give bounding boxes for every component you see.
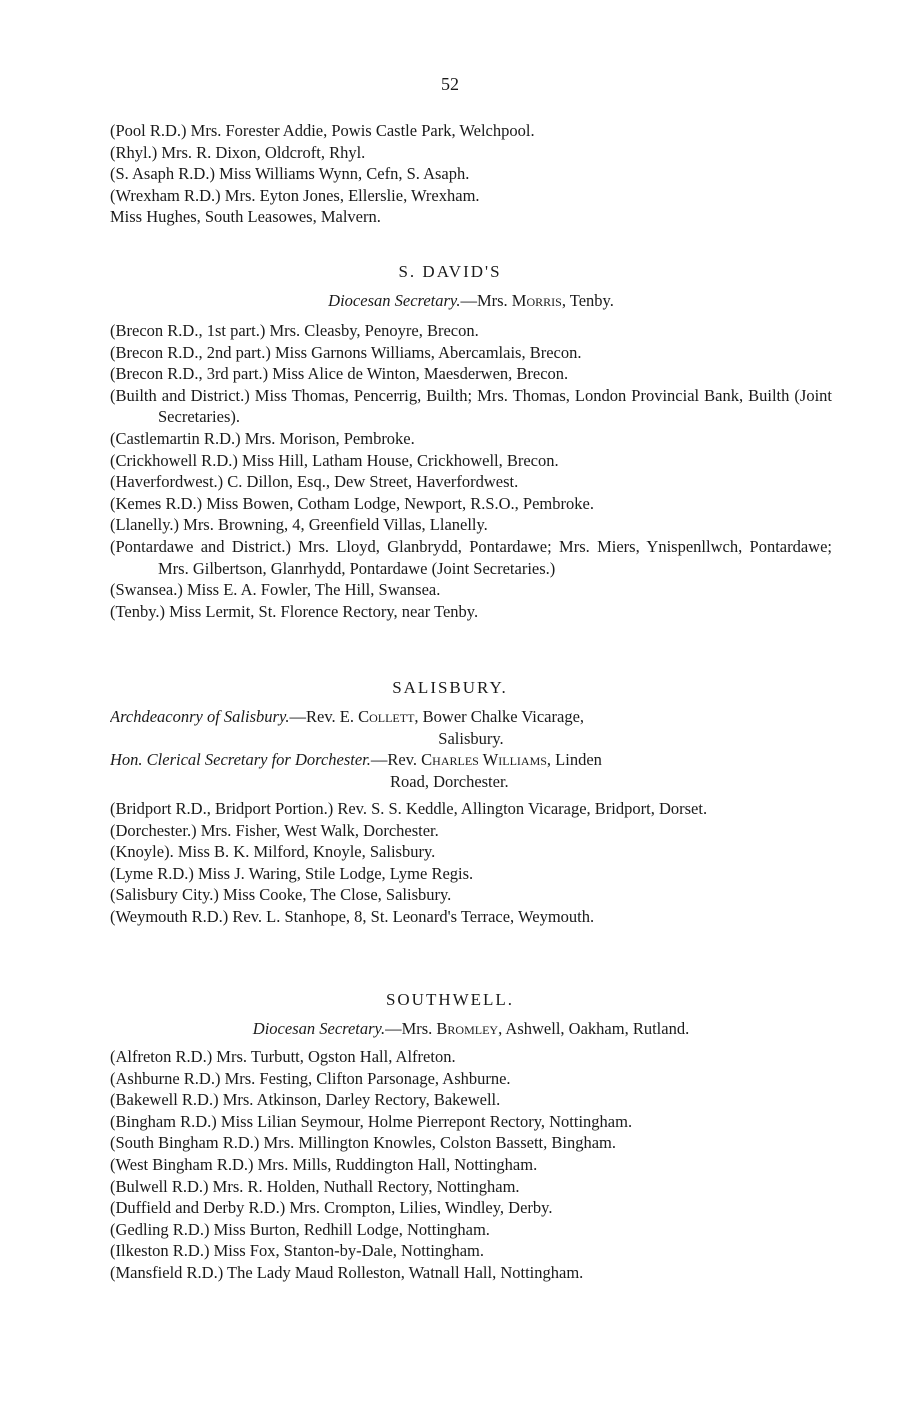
list-item: (Weymouth R.D.) Rev. L. Stanhope, 8, St. Leonard's Terrace, Weymouth. (110, 906, 595, 926)
archdeaconry-rest-2: , Bower Chalke Vicarage, (414, 707, 585, 726)
list-item: (Castlemartin R.D.) Mrs. Morison, Pembroke. (110, 428, 415, 448)
secretary-name: Bromley (436, 1019, 499, 1038)
list-item: (Bakewell R.D.) Mrs. Atkinson, Darley Rectory, Bakewell. (110, 1090, 501, 1110)
secretary-place: , Ashwell, Oakham, Rutland. (498, 1019, 690, 1038)
hon-secretary-line-2: Road, Dorchester. (390, 771, 509, 791)
list-item: (Llanelly.) Mrs. Browning, 4, Greenfield Villas, Llanelly. (110, 515, 488, 535)
list-item: Miss Hughes, South Leasowes, Malvern. (110, 207, 381, 227)
list-item: (S. Asaph R.D.) Miss Williams Wynn, Cefn, S. Asaph. (110, 164, 470, 184)
list-item: (South Bingham R.D.) Mrs. Millington Knowles, Colston Bassett, Bingham. (110, 1133, 617, 1153)
list-item: (Tenby.) Miss Lermit, St. Florence Rectory, near Tenby. (110, 601, 479, 621)
secretary-label: Diocesan Secretary. (252, 1019, 386, 1038)
archdeaconry-line (110, 706, 832, 728)
list-item: (Gedling R.D.) Miss Burton, Redhill Lodge, Nottingham. (110, 1219, 490, 1239)
list-item: (Haverfordwest.) C. Dillon, Esq., Dew Street, Haverfordwest. (110, 472, 519, 492)
secretary-place: , Tenby. (561, 291, 614, 310)
secretary-rest: —Mrs. (460, 291, 512, 310)
list-item: (Wrexham R.D.) Mrs. Eyton Jones, Ellerslie, Wrexham. (110, 185, 480, 205)
list-item: (Bingham R.D.) Miss Lilian Seymour, Holme Pierrepont Rectory, Nottingham. (110, 1111, 633, 1131)
list-item: (Swansea.) Miss E. A. Fowler, The Hill, Swansea. (110, 580, 441, 600)
list-item: (Knoyle). Miss B. K. Milford, Knoyle, Salisbury. (110, 842, 436, 862)
archdeaconry-line-2: Salisbury. (438, 728, 504, 748)
list-item: (Kemes R.D.) Miss Bowen, Cotham Lodge, Newport, R.S.O., Pembroke. (110, 493, 594, 513)
secretary-rest: —Mrs. (385, 1019, 437, 1038)
secretary-label: Diocesan Secretary. (328, 291, 461, 310)
list-item: (Salisbury City.) Miss Cooke, The Close, Salisbury. (110, 885, 452, 905)
list-item: (Brecon R.D., 3rd part.) Miss Alice de Winton, Maesderwen, Brecon. (110, 364, 569, 384)
section-heading-salisbury: SALISBURY. (392, 678, 508, 697)
hon-secretary-rest-2: , Linden (546, 750, 602, 770)
list-item: (Bridport R.D., Bridport Portion.) Rev. S. S. Keddle, Allington Vicarage, Bridport, Dorset. (110, 799, 708, 818)
list-item: (Duffield and Derby R.D.) Mrs. Crompton, Lilies, Windley, Derby. (110, 1198, 553, 1218)
list-item: (Rhyl.) Mrs. R. Dixon, Oldcroft, Rhyl. (110, 142, 366, 162)
list-item: (Alfreton R.D.) Mrs. Turbutt, Ogston Hall, Alfreton. (110, 1047, 456, 1066)
hon-secretary-name: Charles Williams (421, 750, 547, 770)
salisbury-secretaries (110, 706, 832, 792)
list-item: (Bulwell R.D.) Mrs. R. Holden, Nuthall Rectory, Nottingham. (110, 1176, 520, 1196)
southwell-secretary (110, 1018, 832, 1040)
secretary-name: Morris (511, 291, 562, 310)
list-item: (Pontardawe and District.) Mrs. Lloyd, Glanbrydd, Pontardawe; Mrs. Miers, Ynispenllwch, Pontardawe; Mrs. Gilbertson, Glanrhydd, Pontardawe (Joint Secretaries.) (110, 536, 832, 578)
archdeaconry-label: Archdeaconry of Salisbury. (110, 707, 290, 726)
top-entries (110, 120, 832, 228)
list-item: (Builth and District.) Miss Thomas, Pencerrig, Builth; Mrs. Thomas, London Provincial Bank, Builth (Joint Secretaries). (110, 385, 832, 427)
list-item: (Brecon R.D., 1st part.) Mrs. Cleasby, Penoyre, Brecon. (110, 321, 479, 340)
list-item: (Ashburne R.D.) Mrs. Festing, Clifton Parsonage, Ashburne. (110, 1068, 511, 1088)
list-item: (Dorchester.) Mrs. Fisher, West Walk, Dorchester. (110, 820, 439, 840)
section-heading-southwell: SOUTHWELL. (385, 990, 515, 1009)
archdeaconry-name: Collett (358, 707, 415, 726)
list-item: (West Bingham R.D.) Mrs. Mills, Ruddington Hall, Nottingham. (110, 1154, 538, 1174)
list-item: (Lyme R.D.) Miss J. Waring, Stile Lodge, Lyme Regis. (110, 863, 474, 883)
s-davids-entries (110, 320, 832, 622)
list-item: (Ilkeston R.D.) Miss Fox, Stanton-by-Dale, Nottingham. (110, 1241, 484, 1261)
salisbury-entries (110, 798, 832, 928)
archdeaconry-rest-1: —Rev. E. (289, 707, 359, 726)
southwell-entries (110, 1046, 832, 1284)
list-item: (Pool R.D.) Mrs. Forester Addie, Powis Castle Park, Welchpool. (110, 121, 535, 140)
page-number: 52 (441, 74, 459, 94)
hon-secretary-label: Hon. Clerical Secretary for Dorchester. (110, 750, 371, 770)
list-item: (Brecon R.D., 2nd part.) Miss Garnons Williams, Abercamlais, Brecon. (110, 342, 582, 362)
list-item: (Crickhowell R.D.) Miss Hill, Latham House, Crickhowell, Brecon. (110, 450, 559, 470)
list-item: (Mansfield R.D.) The Lady Maud Rolleston, Watnall Hall, Nottingham. (110, 1262, 584, 1282)
s-davids-secretary (110, 290, 832, 312)
hon-secretary-rest-1: —Rev. (370, 750, 422, 770)
section-heading-s-davids: S. DAVID'S (398, 262, 502, 281)
hon-secretary-line (110, 749, 832, 771)
